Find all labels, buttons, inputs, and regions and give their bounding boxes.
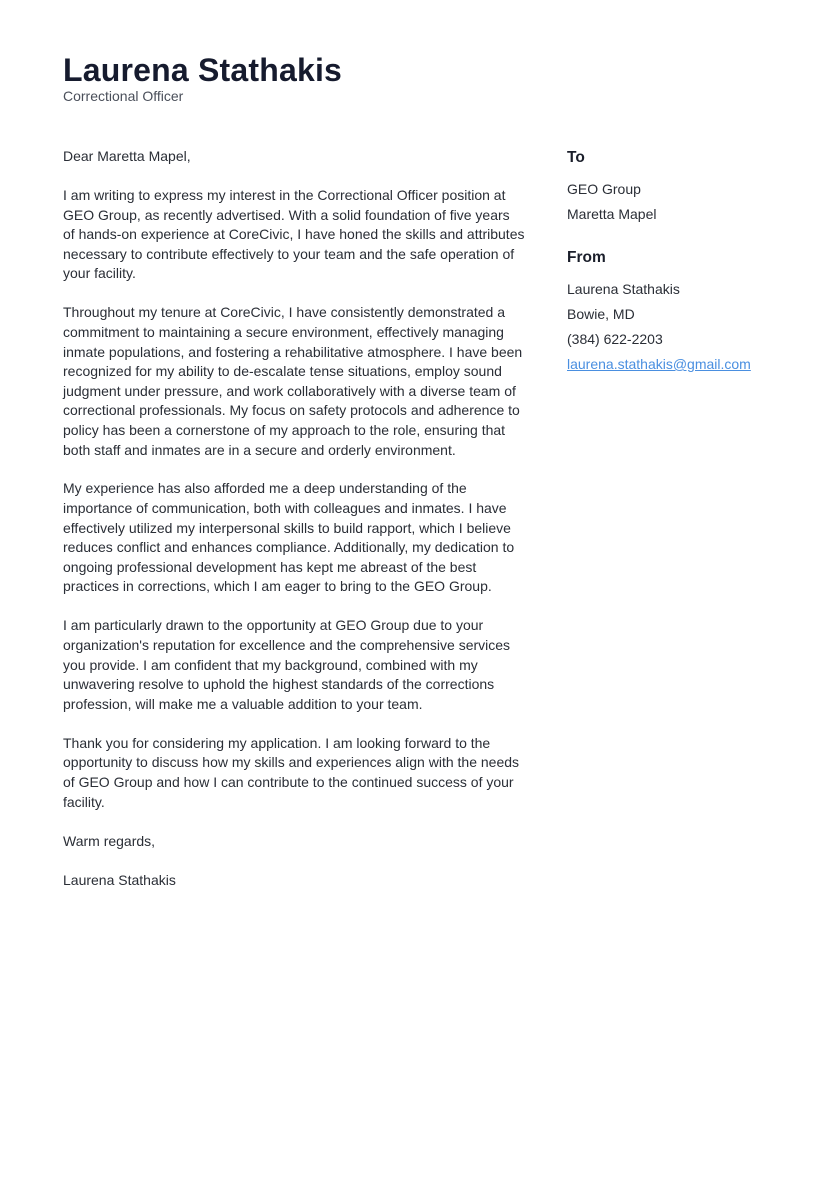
signature: Laurena Stathakis <box>63 871 176 888</box>
from-block <box>567 248 787 377</box>
sender-email-link[interactable]: laurena.stathakis@gmail.com <box>567 356 751 372</box>
applicant-name: Laurena Stathakis <box>63 52 343 88</box>
document-header <box>63 50 342 105</box>
applicant-title: Correctional Officer <box>63 88 184 104</box>
letter-body <box>63 147 525 910</box>
paragraph-communication: My experience has also afforded me a deep understanding of the importance of communication, both with colleagues and inmates. I have effectively utilized my interpersonal skills to build rapport, which I believe reduces conflict and enhances compliance. Additionally, my dedication to ongoing professional development has kept me abreast of the best practices in corrections, which I am eager to bring to the GEO Group. <box>63 480 515 595</box>
to-block <box>567 148 787 227</box>
salutation: Dear Maretta Mapel, <box>63 148 191 164</box>
paragraph-motivation: I am particularly drawn to the opportunity at GEO Group due to your organization's reputation for excellence and the comprehensive services you provide. I am confident that my background, combined with my unwavering resolve to uphold the highest standards of the corrections profession, will make me a valuable addition to your team. <box>63 617 511 712</box>
recipient-company: GEO Group <box>567 181 641 197</box>
sender-phone: (384) 622-2203 <box>567 331 663 347</box>
paragraph-closing: Thank you for considering my application. I am looking forward to the opportunity to discuss how my skills and experiences align with the needs of GEO Group and how I can contribute to the continued success of your facility. <box>63 734 520 810</box>
paragraph-intro: I am writing to express my interest in the Correctional Officer position at GEO Group, as recently advertised. With a solid foundation of five years of hands-on experience at CoreCivic, I have honed the skills and attributes necessary to contribute effectively to your team and the safe operation of your facility. <box>63 186 525 282</box>
to-heading: To <box>567 149 585 166</box>
from-heading: From <box>567 249 606 266</box>
closing-phrase: Warm regards, <box>63 832 156 849</box>
contact-sidebar <box>567 148 787 377</box>
recipient-name: Maretta Mapel <box>567 206 657 222</box>
sender-name: Laurena Stathakis <box>567 281 680 297</box>
sender-location: Bowie, MD <box>567 306 635 322</box>
paragraph-experience: Throughout my tenure at CoreCivic, I have consistently demonstrated a commitment to maintaining a secure environment, effectively managing inmate populations, and fostering a rehabilitative atmosphere. I have been recognized for my ability to de-escalate tense situations, employ sound judgment under pressure, and work collaboratively with a diverse team of correctional professionals. My focus on safety protocols and adherence to policy has been a cornerstone of my approach to the role, ensuring that both staff and inmates are in a secure and orderly environment. <box>63 304 523 458</box>
